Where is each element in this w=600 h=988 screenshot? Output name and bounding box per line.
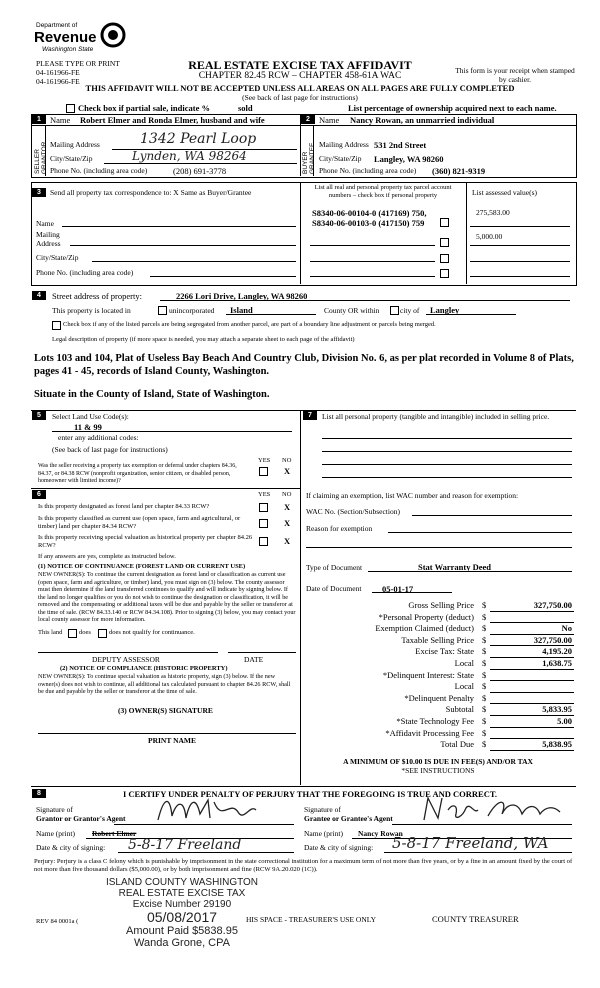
- fee-label: Local: [454, 658, 474, 668]
- fee-currency: $: [482, 646, 487, 657]
- dept-line: Department of: [36, 22, 78, 29]
- reason-label: Reason for exemption: [306, 524, 373, 533]
- current-use-yes-checkbox[interactable]: [259, 519, 268, 528]
- fee-currency: $: [482, 634, 487, 645]
- forest-no-x: X: [284, 502, 291, 512]
- fee-value: 327,750.00: [533, 600, 572, 610]
- fee-value: No: [561, 623, 572, 634]
- fee-label: *Affidavit Processing Fee: [385, 727, 474, 738]
- see-back-instructions: (See back of last page for instructions): [242, 93, 358, 102]
- continuance-title: (1) NOTICE OF CONTINUANCE (FOREST LAND OR CURRENT USE): [38, 563, 246, 570]
- seller-mailing-value: 1342 Pearl Loop: [140, 131, 257, 147]
- fee-row: [302, 739, 574, 751]
- historic-question: Is this property receiving special valuation as historical property per chapter 84.26 RCW?: [38, 534, 253, 549]
- fee-currency: $: [482, 716, 487, 726]
- buyer-phone-value: (360) 821-9319: [432, 166, 486, 176]
- continuance-body: NEW OWNER(S): To continue the current designation as forest land or classification as current use (open space, farm and agriculture, or timber) land, you must sign on (3) below. The county assessor must then determine if the land transferred continues to qualify and will indicate by signing below. If the land no longer qualifies or you do not wish to continue the designation or classification, it will be removed and the compensating or additional taxes will be due and payable by the seller or transferor at the time of sale. (RCW 84.33.140 or RCW 84.34.108). Prior to signing (3) below, you may contact your local county assessor for more information.: [38, 571, 296, 623]
- if-yes-note: If any answers are yes, complete as instructed below.: [38, 553, 176, 560]
- owner-signature-label: (3) OWNER(S) SIGNATURE: [118, 706, 213, 715]
- wac-label: WAC No. (Section/Subsection): [306, 507, 400, 516]
- stamp-signer: Wanda Grone, CPA: [134, 937, 230, 949]
- county-label: County OR within: [324, 306, 380, 315]
- fee-label: Exemption Claimed (deduct): [375, 623, 474, 634]
- grantee-date-city-label: Date & city of signing:: [304, 843, 374, 852]
- stamp-amount: Amount Paid $5838.95: [126, 925, 238, 937]
- exemption-question: Was the seller receiving a property tax exemption or deferral under chapters 84.36, 84.37, or 84.38 RCW (nonprofit organization, senior citizen, or disabled person, homeowner with limited income)?: [38, 463, 237, 484]
- stamp-line-2: REAL ESTATE EXCISE TAX: [118, 888, 246, 899]
- exemption-yes-checkbox[interactable]: [259, 467, 268, 476]
- sec3-city-label: City/State/Zip: [36, 253, 79, 262]
- section-5-number: 5: [32, 411, 46, 420]
- seller-phone-value: (208) 691-3778: [173, 166, 227, 176]
- buyer-mailing-value: 531 2nd Street: [374, 140, 427, 150]
- doc-type-label: Type of Document: [306, 563, 363, 572]
- section-1-number: 1: [32, 115, 46, 124]
- sec6-no: NO: [282, 491, 292, 498]
- grantor-date-city-value: 5-8-17 Freeland: [128, 837, 242, 853]
- grantee-date-city-value: 5-8-17 Freeland, WA: [392, 834, 549, 852]
- fee-currency: $: [482, 681, 487, 692]
- fee-value: 5,838.95: [542, 739, 572, 750]
- perjury-notice: Perjury: Perjury is a class C felony which is punishable by imprisonment in the state correctional institution for a maximum term of not more than five years, or by a fine in an amount fixed by the court of not more than five thousand dollars ($5,000.00), or by both imprisonment and fine (RCW 9A.20.020 (1C)).: [34, 858, 573, 873]
- fee-label: Taxable Selling Price: [401, 634, 474, 645]
- certify-statement: I CERTIFY UNDER PENALTY OF PERJURY THAT THE FOREGOING IS TRUE AND CORRECT.: [122, 789, 497, 799]
- fee-currency: $: [482, 611, 487, 622]
- fee-row: [302, 693, 574, 705]
- parcel-2-personal-checkbox[interactable]: [440, 218, 449, 227]
- fee-currency: $: [482, 623, 487, 634]
- see-instructions-note: *SEE INSTRUCTIONS: [401, 766, 475, 775]
- seller-name-label: Name: [50, 115, 71, 125]
- form-code-2: 04-161966-FE: [36, 77, 80, 86]
- street-value: 2266 Lori Drive, Langley, WA 98260: [176, 291, 308, 301]
- fee-value: 5.00: [557, 716, 572, 726]
- fee-label: Gross Selling Price: [408, 600, 474, 610]
- fee-label: Excise Tax: State: [415, 646, 474, 657]
- grantor-name-print-label: Name (print): [36, 829, 75, 838]
- assessed-2: 5,000.00: [476, 232, 503, 241]
- parcel-1: S8340-06-00104-0 (417169) 750,: [312, 208, 427, 218]
- print-name-label: PRINT NAME: [148, 736, 196, 745]
- form-revision: REV 84 0001a (: [36, 918, 79, 925]
- county-value: Island: [230, 305, 253, 315]
- forest-yes-checkbox[interactable]: [259, 503, 268, 512]
- sec5-no: NO: [282, 457, 292, 464]
- exemption-no-x: X: [284, 466, 291, 476]
- assessed-header: List assessed value(s): [472, 188, 537, 197]
- stamp-line-3: Excise Number 29190: [132, 899, 232, 910]
- treasurer-use-only: HIS SPACE - TREASURER'S USE ONLY: [246, 915, 377, 924]
- sec5-yes: YES: [258, 457, 271, 464]
- section-3-number: 3: [32, 188, 46, 197]
- fee-value: 327,750.00: [533, 634, 572, 645]
- fee-row: [302, 670, 574, 682]
- dept-state: Washington State: [42, 46, 94, 53]
- partial-sale-checkbox[interactable]: [66, 104, 75, 113]
- fee-currency: $: [482, 658, 487, 668]
- parcel-2: S8340-06-00103-0 (417150) 759: [312, 218, 425, 228]
- buyer-name-value: Nancy Rowan, an unmarried individual: [350, 115, 495, 125]
- fee-underline: [490, 750, 574, 751]
- sec3-mailing-label: Mailing Address: [36, 230, 61, 248]
- list-percentage: List percentage of ownership acquired next to each name.: [348, 103, 557, 113]
- grantor-sig-label-2: Grantor or Grantor's Agent: [36, 814, 126, 823]
- city-of-label: city of: [400, 306, 420, 315]
- fee-row: [302, 716, 574, 728]
- send-correspondence: Send all property tax correspondence to: X Same as Buyer/Grantee: [50, 188, 252, 197]
- sec3-name-label: Name: [36, 219, 54, 228]
- fee-row: [302, 704, 574, 716]
- seller-city-value: Lynden, WA 98264: [132, 149, 247, 163]
- fee-row: [302, 623, 574, 635]
- section-2-number: 2: [301, 115, 315, 124]
- form-code-1: 04-161966-FE: [36, 68, 80, 77]
- grantor-date-city-label: Date & city of signing:: [36, 843, 106, 852]
- legal-label: Legal description of property (if more space is needed, you may attach a separate sheet to each page of the affidavit): [52, 336, 355, 343]
- historic-title: (2) NOTICE OF COMPLIANCE (HISTORIC PROPERTY): [60, 665, 228, 672]
- additional-codes-label: enter any additional codes:: [58, 433, 139, 442]
- city-value: Langley: [430, 305, 460, 315]
- historic-body: NEW OWNER(S): To continue special valuation as historic property, sign (3) below. If the new owner(s) does not wish to continue, all additional tax calculated pursuant to chapter 84.26 RCW, shall be due and payable by the seller or transferor at the time of sale.: [38, 673, 291, 695]
- fee-row: [302, 658, 574, 670]
- revenue-swoosh-icon: [100, 22, 126, 48]
- landuse-label: Select Land Use Code(s):: [52, 412, 129, 421]
- seller-grantor-side-label: SELLER GRANTOR: [34, 141, 48, 174]
- section-4-number: 4: [32, 291, 46, 300]
- does-not-checkbox[interactable]: [98, 629, 107, 638]
- fee-currency: $: [482, 692, 487, 703]
- fee-label: Local: [454, 681, 474, 692]
- grantor-signature-scribble: [150, 792, 260, 826]
- fee-row: [302, 646, 574, 658]
- historic-yes-checkbox[interactable]: [259, 537, 268, 546]
- fee-value: 5,833.95: [542, 704, 572, 715]
- parcel-header: List all real and personal property tax parcel account numbers – check box if personal property: [314, 184, 452, 199]
- seller-mailing-label: Mailing Address: [50, 140, 100, 149]
- doc-date-label: Date of Document: [306, 584, 362, 593]
- city-of-checkbox[interactable]: [390, 306, 399, 315]
- receipt-note: This form is your receipt when stamped by cashier.: [455, 66, 575, 84]
- located-label: This property is located in: [52, 306, 131, 315]
- does-not-label: does not qualify for continuance.: [109, 629, 195, 636]
- buyer-phone-label: Phone No. (including area code): [319, 166, 417, 175]
- exemption-claim-label: If claiming an exemption, list WAC number and reason for exemption:: [306, 491, 519, 500]
- grantee-name-print-label: Name (print): [304, 829, 343, 838]
- sec6-yes: YES: [258, 491, 271, 498]
- sold-label: sold: [238, 103, 253, 113]
- grantee-name-print: Nancy Rowan: [358, 829, 403, 838]
- grantee-sig-label-1: Signature of: [304, 805, 341, 814]
- historic-no-x: X: [284, 536, 291, 546]
- fee-row: [302, 681, 574, 693]
- stamp-date: 05/08/2017: [146, 909, 218, 925]
- deputy-date-label: DATE: [244, 655, 264, 664]
- fee-label: *State Technology Fee: [396, 716, 474, 726]
- fee-currency: $: [482, 727, 487, 738]
- fee-value: 1,638.75: [542, 658, 572, 668]
- unincorporated-checkbox[interactable]: [158, 306, 167, 315]
- fee-row: [302, 635, 574, 647]
- fee-currency: $: [482, 669, 487, 680]
- fee-label: Total Due: [440, 739, 474, 750]
- county-treasurer-label: COUNTY TREASURER: [432, 914, 519, 924]
- section-7-number: 7: [303, 411, 317, 420]
- please-type: PLEASE TYPE OR PRINT: [36, 59, 120, 68]
- grantee-signature-scribble: [418, 792, 568, 826]
- legal-situate: Situate in the County of Island, State of Washington.: [34, 389, 270, 400]
- segregated-checkbox[interactable]: [52, 321, 61, 330]
- deputy-assessor-label: DEPUTY ASSESSOR: [92, 655, 160, 664]
- stamp-line-1: ISLAND COUNTY WASHINGTON: [105, 877, 259, 888]
- seller-name-value: Robert Elmer and Ronda Elmer, husband and wife: [80, 115, 265, 125]
- form-title: REAL ESTATE EXCISE TAX AFFIDAVIT: [188, 58, 412, 72]
- sec5-see-back: (See back of last page for instructions): [52, 445, 168, 454]
- personal-property-label: List all personal property (tangible and intangible) included in selling price.: [322, 412, 550, 421]
- seller-phone-label: Phone No. (including area code): [50, 166, 148, 175]
- dept-name: Revenue: [34, 29, 97, 46]
- grantee-sig-label-2: Grantee or Grantee's Agent: [304, 814, 393, 823]
- current-use-no-x: X: [284, 518, 291, 528]
- street-label: Street address of property:: [52, 291, 142, 301]
- this-land-label: This land: [38, 629, 63, 636]
- fee-label: Subtotal: [445, 704, 474, 715]
- does-checkbox[interactable]: [68, 629, 77, 638]
- seller-city-label: City/State/Zip: [50, 154, 93, 163]
- assessed-1: 275,583.00: [476, 208, 510, 217]
- fee-currency: $: [482, 739, 487, 750]
- unincorporated-label: unincorporated: [169, 306, 215, 315]
- fee-label: *Delinquent Interest: State: [382, 669, 474, 680]
- partial-sale-label: Check box if partial sale, indicate %: [78, 103, 210, 113]
- parcel-4-checkbox[interactable]: [440, 254, 449, 263]
- buyer-city-value: Langley, WA 98260: [374, 154, 444, 164]
- section-8-number: 8: [32, 789, 46, 798]
- section-6-number: 6: [32, 490, 46, 499]
- parcel-3-checkbox[interactable]: [440, 238, 449, 247]
- fee-currency: $: [482, 704, 487, 715]
- dor-logo: [34, 22, 126, 62]
- fee-currency: $: [482, 600, 487, 610]
- treasurer-stamp: [92, 877, 272, 949]
- fee-row: [302, 728, 574, 740]
- buyer-city-label: City/State/Zip: [319, 154, 362, 163]
- grantor-name-print: Robert Elmer: [92, 829, 137, 838]
- buyer-grantee-side-label: BUYER GRANTEE: [302, 142, 316, 174]
- legal-description: Lots 103 and 104, Plat of Useless Bay Beach And Country Club, Division No. 6, as per plat recorded in Volume 8 of Plats, pages 41 - 45, records of Island County, Washington.: [34, 353, 574, 377]
- landuse-value: 11 & 99: [74, 422, 102, 432]
- doc-type-value: Stat Warranty Deed: [418, 562, 492, 572]
- fee-label: *Personal Property (deduct): [378, 611, 474, 622]
- current-use-question: Is this property classified as current use (open space, farm and agricultural, or timber) land per chapter 84.34 RCW?: [38, 515, 241, 530]
- fee-row: [302, 612, 574, 624]
- does-label: does: [79, 629, 91, 636]
- minimum-fee-note: A MINIMUM OF $10.00 IS DUE IN FEE(S) AND/OR TAX: [343, 757, 533, 766]
- warning: THIS AFFIDAVIT WILL NOT BE ACCEPTED UNLESS ALL AREAS ON ALL PAGES ARE FULLY COMPLETED: [85, 83, 515, 93]
- segregated-label: Check box if any of the listed parcels are being segregated from another parcel, are part of a boundary line adjustment or parcels being merged.: [63, 321, 436, 328]
- fee-value: 4,195.20: [542, 646, 572, 657]
- parcel-5-checkbox[interactable]: [440, 269, 449, 278]
- forest-question: Is this property designated as forest land per chapter 84.33 RCW?: [38, 503, 210, 510]
- grantor-sig-label-1: Signature of: [36, 805, 73, 814]
- buyer-name-label: Name: [319, 115, 340, 125]
- fee-label: *Delinquent Penalty: [404, 692, 474, 703]
- form-chapter: CHAPTER 82.45 RCW – CHAPTER 458-61A WAC: [198, 71, 402, 81]
- doc-date-value: 05-01-17: [382, 584, 414, 594]
- fee-row: [302, 600, 574, 612]
- buyer-mailing-label: Mailing Address: [319, 140, 369, 149]
- sec3-phone-label: Phone No. (including area code): [36, 268, 134, 277]
